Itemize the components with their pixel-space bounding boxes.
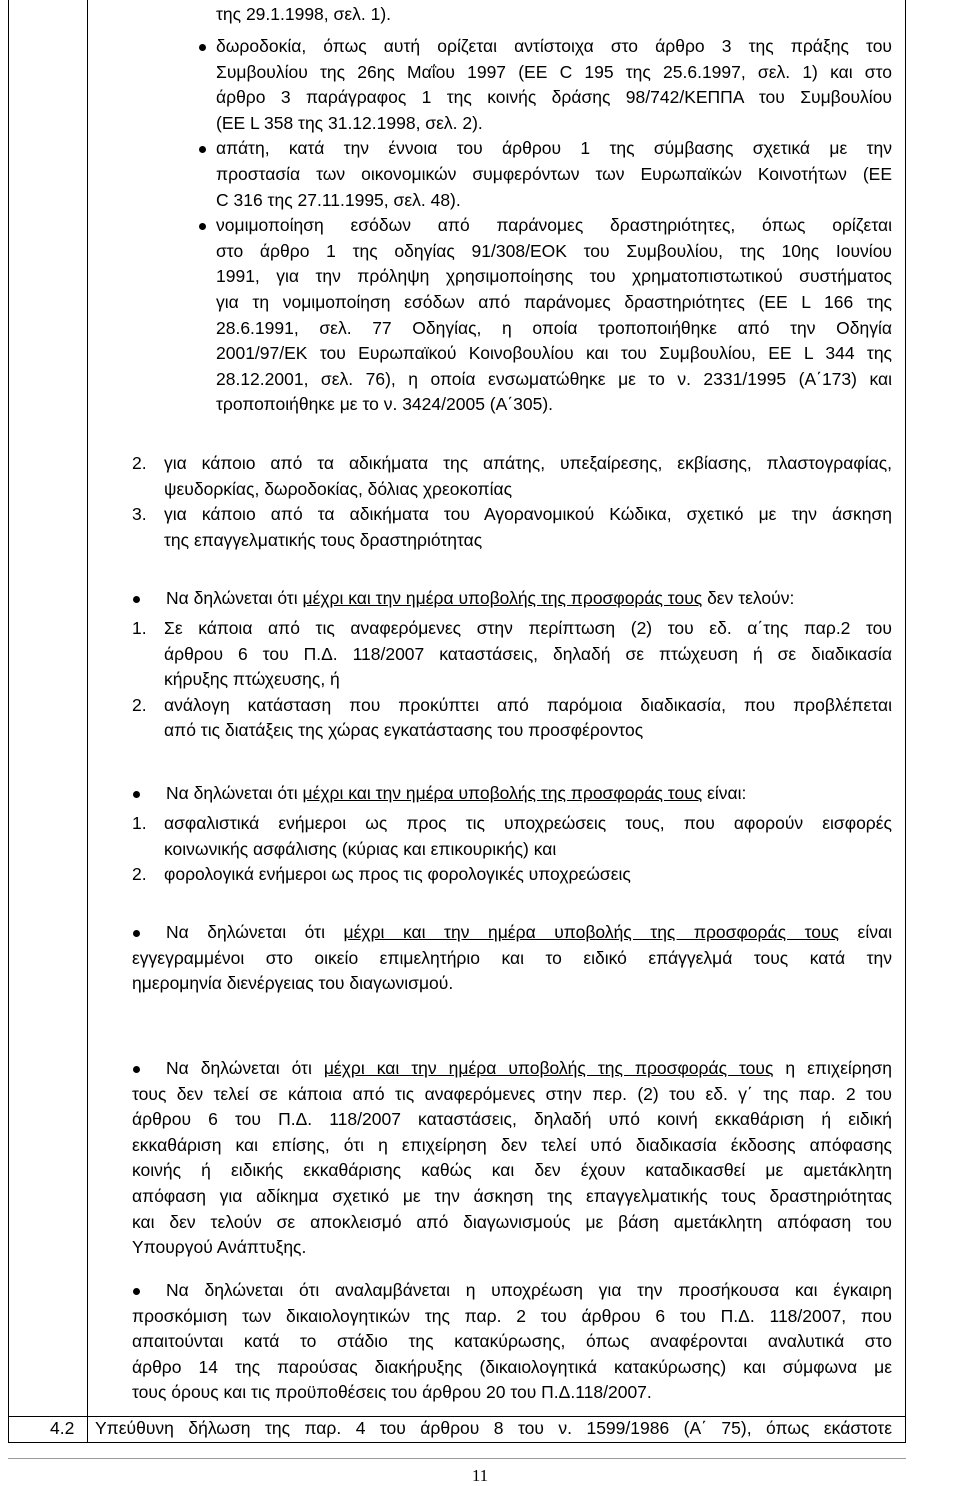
declaration-post: είναι: — [702, 783, 747, 803]
numbered-item-text: ψευδορκίας, δωροδοκίας, δόλιας χρεοκοπίας — [164, 478, 513, 499]
bullet-icon — [199, 44, 206, 51]
bullet-item-text: άρθρο 3 παράγραφος 1 της κοινής δράσης 98/742/ΚΕΠΠΑ του Συμβουλίου — [216, 87, 892, 108]
bullet-item-text: 28.6.1991, σελ. 77 Οδηγίας, η οποία τροποποιήθηκε από την Οδηγία — [216, 317, 892, 338]
bullet-icon — [133, 930, 140, 937]
declaration-item-text: φορολογικά ενήμεροι ως προς τις φορολογικές υποχρεώσεις — [164, 864, 631, 885]
declaration-heading — [166, 920, 892, 946]
declaration-heading — [166, 586, 794, 612]
declaration-item-text: ανάλογη κατάσταση που προκύπτει από παρόμοια διαδικασία, που προβλέπεται — [164, 694, 892, 715]
bullet-icon — [133, 1066, 140, 1073]
numbered-item-text: για κάποιο από τα αδικήματα του Αγορανομικού Κώδικα, σχετικό με την άσκηση — [164, 504, 892, 525]
list-number: 1. — [132, 813, 147, 833]
numbered-item-text: για κάποιο από τα αδικήματα της απάτης, υπεξαίρεσης, εκβίασης, πλαστογραφίας, — [164, 453, 892, 473]
bullet-item-text: στο άρθρο 1 της οδηγίας 91/308/ΕΟΚ του Συμβουλίου, της 10ης Ιουνίου — [216, 240, 892, 261]
page-number: 11 — [471, 1466, 489, 1485]
declaration-text: απόφαση για αδίκημα σχετικό με την άσκηση της επαγγελματικής τους δραστηριότητας — [132, 1186, 892, 1206]
declaration-text: εκκαθάριση και επίσης, ότι η επιχείρηση δεν τελεί υπό διαδικασία έκδοσης απόφασης — [132, 1134, 892, 1155]
declaration-item-text: άρθρου 6 του Π.Δ. 118/2007 καταστάσεις, δηλαδή σε πτώχευση ή σε διαδικασία — [164, 643, 892, 664]
declaration-text: άρθρο 14 της παρούσας διακήρυξης (δικαιολογητικά κατακύρωσης) και σύμφωνα με — [132, 1356, 892, 1377]
declaration-heading: Να δηλώνεται ότι αναλαμβάνεται η υποχρέωση για την προσήκουσα και έγκαιρη — [166, 1280, 892, 1300]
bullet-item-text: τροποποιήθηκε με το ν. 3424/2005 (Α΄305). — [216, 394, 554, 415]
bullet-item-text: προστασία των οικονομικών συμφερόντων των Ευρωπαϊκών Κοινοτήτων (ΕΕ — [216, 164, 892, 184]
declaration-text: κοινής ή ειδικής εκκαθάρισης καθώς και δεν έχουν καταδικασθεί με αμετάκλητη — [132, 1160, 892, 1181]
list-number: 2. — [132, 453, 147, 473]
declaration-text: απαιτούνται κατά το στάδιο της κατακύρωσης, όπως αναφέρονται αναλυτικά στο — [132, 1331, 892, 1352]
bullet-item-text: νομιμοποίηση εσόδων από παράνομες δραστηριότητες, όπως ορίζεται — [216, 215, 892, 236]
declaration-text: προσκόμιση των δικαιολογητικών της παρ. 2 του άρθρου 6 του Π.Δ. 118/2007, που — [132, 1305, 892, 1326]
bullet-item-text: 28.12.2001, σελ. 76), η οποία ενσωματώθηκε με το ν. 2331/1995 (Α΄173) και — [216, 368, 892, 389]
numbered-item-text: της επαγγελματικής τους δραστηριότητας — [164, 529, 483, 550]
table-column-divider — [87, 0, 88, 1442]
section-text: Υπεύθυνη δήλωση της παρ. 4 του άρθρου 8 του ν. 1599/1986 (Α΄ 75), όπως εκάστοτε — [95, 1418, 892, 1438]
declaration-item-text: κήρυξης πτώχευσης, ή — [164, 669, 340, 690]
bullet-item-text: C 316 της 27.11.1995, σελ. 48). — [216, 189, 461, 210]
bullet-icon — [133, 1288, 140, 1295]
bullet-icon — [133, 791, 140, 798]
declaration-text: εγγεγραμμένοι στο οικείο επιμελητήριο και το ειδικό επάγγελμά τους κατά την — [132, 947, 892, 968]
list-number: 2. — [132, 864, 147, 885]
bullet-item-text: απάτη, κατά την έννοια του άρθρου 1 της σύμβασης σχετικά με την — [216, 138, 892, 159]
declaration-item-text: κοινωνικής ασφάλισης (κύριας και επικουρικής) και — [164, 838, 557, 859]
declaration-text: τους όρους και τις προϋποθέσεις του άρθρου 20 του Π.Δ.118/2007. — [132, 1382, 652, 1403]
declaration-item-text: Σε κάποια από τις αναφερόμενες στην περίπτωση (2) του εδ. α΄της παρ.2 του — [164, 618, 892, 638]
declaration-pre: Να δηλώνεται ότι — [166, 1058, 324, 1078]
bullet-item-text: Συμβουλίου της 26ης Μαΐου 1997 (ΕΕ C 195 της 25.6.1997, σελ. 1) και στο — [216, 61, 892, 82]
table-left-border — [8, 0, 9, 1442]
bullet-item-text: 1991, για την πρόληψη χρησιμοποίησης του χρηματοπιστωτικού συστήματος — [216, 266, 892, 287]
declaration-heading — [166, 1056, 892, 1082]
section-number: 4.2 — [50, 1418, 75, 1438]
declaration-text: και δεν τελούν σε αποκλεισμό από διαγωνισμούς με βάση αμετάκλητη απόφαση του — [132, 1211, 892, 1232]
table-right-border — [905, 0, 906, 1442]
list-number: 3. — [132, 504, 147, 525]
bullet-icon — [133, 596, 140, 603]
declaration-underlined: μέχρι και την ημέρα υποβολής της προσφοράς τους — [343, 922, 839, 942]
list-number: 2. — [132, 694, 147, 715]
declaration-pre: Να δηλώνεται ότι — [166, 783, 303, 803]
footer-rule — [8, 1458, 906, 1459]
declaration-post: είναι — [839, 922, 892, 942]
declaration-item-text: ασφαλιστικά ενήμεροι ως προς τις υποχρεώσεις τους, που αφορούν εισφορές — [164, 813, 892, 833]
table-bottom-border — [8, 1442, 906, 1443]
bullet-item-text: 2001/97/ΕΚ του Ευρωπαϊκού Κοινοβουλίου και του Συμβουλίου, ΕΕ L 344 της — [216, 343, 892, 364]
declaration-post: η επιχείρηση — [773, 1058, 892, 1078]
continued-text: της 29.1.1998, σελ. 1). — [216, 4, 392, 24]
bullet-item-text: δωροδοκία, όπως αυτή ορίζεται αντίστοιχα στο άρθρο 3 της πράξης του — [216, 36, 892, 56]
declaration-text: Υπουργού Ανάπτυξης. — [132, 1237, 307, 1258]
declaration-text: τους δεν τελεί σε κάποια από τις αναφερόμενες στην περ. (2) του εδ. γ΄ της παρ. 2 του — [132, 1083, 892, 1104]
declaration-underlined: μέχρι και την ημέρα υποβολής της προσφοράς τους — [302, 588, 703, 608]
declaration-heading — [166, 781, 746, 807]
bullet-item-text: για τη νομιμοποίηση εσόδων από παράνομες δραστηριότητες (ΕΕ L 166 της — [216, 292, 892, 312]
declaration-post: δεν τελούν: — [702, 588, 795, 608]
declaration-text: ημερομηνία διενέργειας του διαγωνισμού. — [132, 973, 454, 994]
declaration-pre: Να δηλώνεται ότι — [166, 588, 303, 608]
declaration-underlined: μέχρι και την ημέρα υποβολής της προσφοράς τους — [302, 783, 703, 803]
declaration-item-text: από τις διατάξεις της χώρας εγκατάστασης του προσφέροντος — [164, 720, 644, 741]
declaration-pre: Να δηλώνεται ότι — [166, 922, 344, 942]
declaration-underlined: μέχρι και την ημέρα υποβολής της προσφοράς τους — [323, 1058, 774, 1078]
bullet-item-text: (ΕΕ L 358 της 31.12.1998, σελ. 2). — [216, 112, 483, 133]
declaration-text: άρθρου 6 του Π.Δ. 118/2007 καταστάσεις, δηλαδή υπό κοινή εκκαθάριση ή ειδική — [132, 1109, 892, 1130]
list-number: 1. — [132, 618, 147, 638]
